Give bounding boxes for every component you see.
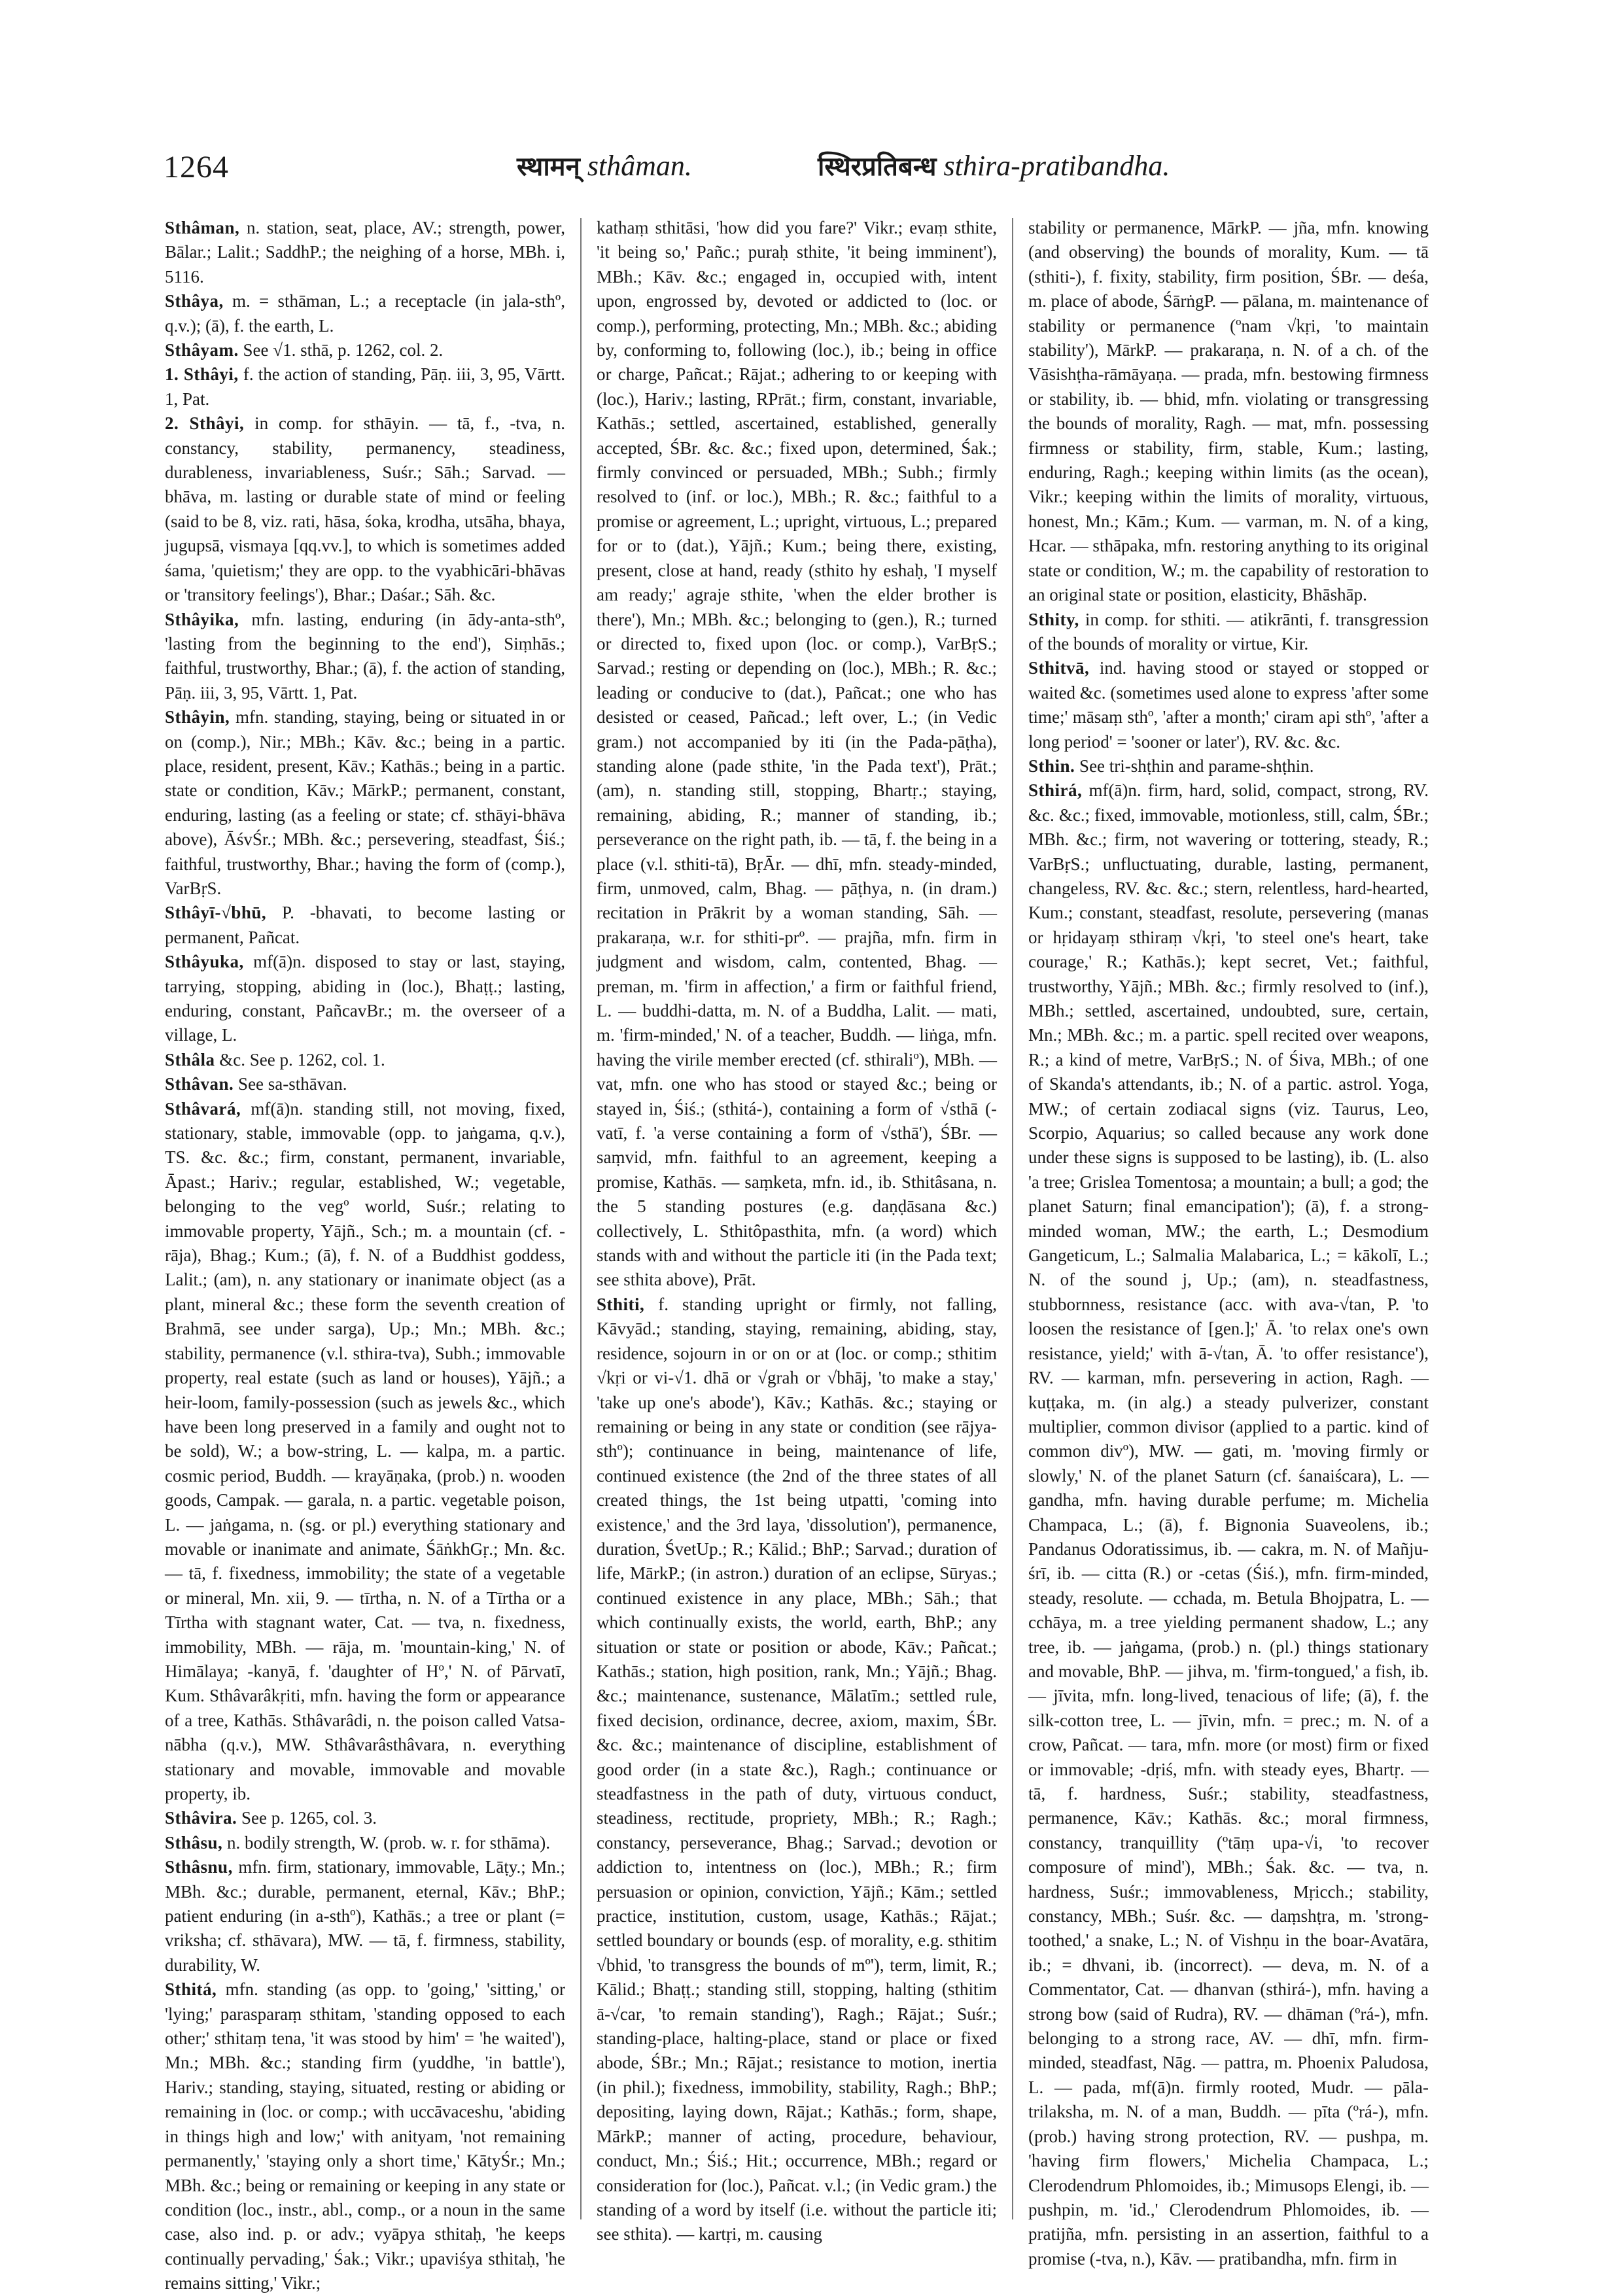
entry-headword: Sthâyam. <box>165 340 239 360</box>
entry-definition: &c. See p. 1262, col. 1. <box>219 1049 385 1070</box>
entry-headword: Sthâya, <box>165 291 224 311</box>
entry-definition: in comp. for sthiti. — atikrānti, f. transgression of the bounds of morality or virtue, Kir. <box>1028 609 1429 653</box>
column-divider <box>1012 218 1013 2219</box>
right-running-head-latin: sthira-pratibandha. <box>943 150 1170 182</box>
dictionary-entry <box>165 216 565 289</box>
dictionary-entry <box>165 338 565 362</box>
entry-headword: Sthâsu, <box>165 1832 223 1852</box>
entry-headword: 2. Sthâyi, <box>165 413 245 434</box>
text-column <box>165 216 566 2293</box>
dictionary-entry <box>165 1855 565 1977</box>
dictionary-entry <box>1028 216 1429 608</box>
dictionary-entry <box>165 1977 565 2295</box>
right-running-head <box>818 152 1170 181</box>
entry-definition: stability or permanence, MārkP. — jña, mfn. knowing (and observing) the bounds of morality, Kum. — tā (sthiti-), f. fixity, stability, firm position, ŚBr. — deśa, m. place of abode, ŚārṅgP. — pālana, m. maintenance of stability or permanence (ºnam √kṛi, 'to maintain stability'), MārkP. — prakaraṇa, n. N. of a ch. of the Vāsishṭha-rāmāyaṇa. — prada, mfn. bestowing firmness or stability, ib. — bhid, mfn. violating or transgressing the bounds of morality, Ragh. — mat, mfn. possessing firmness or stability, firm, stable, Kum.; lasting, enduring, Ragh.; keeping within limits (as the ocean), Vikr.; keeping within the limits of morality, virtuous, honest, Mn.; Kām.; Kum. — varman, m. N. of a king, Hcar. — sthāpaka, mfn. restoring anything to its original state or condition, W.; m. the capability of restoration to an original state or position, elasticity, Bhāshāp. <box>1028 218 1429 605</box>
dictionary-entry <box>1028 754 1429 778</box>
dictionary-entry <box>597 1293 997 2247</box>
entry-definition: kathaṃ sthitāsi, 'how did you fare?' Vikr.; evaṃ sthite, 'it being so,' Pañc.; puraḥ sthite, 'it being imminent'), MBh.; Kāv. &c.; engaged in, occupied with, intent upon, engrossed by, devoted or addicted to (loc. or comp.), performing, protecting, Mn.; MBh. &c.; abiding by, conforming to, following (loc.), ib.; being in office or charge, Pañcat.; Rājat.; adhering to or keeping with (loc.), Hariv.; lasting, RPrāt.; firm, constant, invariable, Kathās.; settled, ascertained, established, generally accepted, ŚBr. &c. &c.; fixed upon, determined, Śak.; firmly convinced or persuaded, MBh.; Subh.; firmly resolved to (inf. or loc.), MBh.; R. &c.; faithful to a promise or agreement, L.; upright, virtuous, L.; prepared for or to (dat.), Yājñ.; Kum.; being there, existing, present, close at hand, ready (sthito hy eshaḥ, 'I myself am ready;' agraje sthite, 'when the elder brother is there'), Mn.; MBh. &c.; belonging to (gen.), R.; turned or directed to, fixed upon (loc. or comp.), VarBṛS.; Sarvad.; resting or depending on (loc.), MBh.; R. &c.; leading or conducive to (dat.), Pañcat.; one who has desisted or ceased, Pañcad.; left over, L.; (in Vedic gram.) not accompanied by iti (in the Pada-pāṭha), standing alone (pade sthite, 'in the Pada text'), Prāt.; (am), n. standing still, stopping, Bhartṛ.; staying, remaining, abiding, R.; manner of standing, ib.; perseverance on the right path, ib. — tā, f. the being in a place (v.l. sthiti-tā), BṛĀr. — dhī, mfn. steady-minded, firm, unmoved, calm, Bhag. — pāṭhya, n. (in dram.) recitation in Prākrit by a woman standing, Sāh. — prakaraṇa, w.r. for sthiti-prº. — prajña, mfn. firm in judgment and wisdom, calm, contented, Bhag. — preman, m. 'firm in affection,' a firm or faithful friend, L. — buddhi-datta, m. N. of a Buddha, Lalit. — mati, m. 'firm-minded,' N. of a teacher, Buddh. — liṅga, mfn. having the virile member erected (cf. sthiraliº), MBh. — vat, mfn. one who has stood or stayed &c.; being or stayed in, Śiś.; (sthitá-), containing a form of √sthā (-vatī, f. 'a verse containing a form of √sthā'), ŚBr. — saṃvid, mfn. faithful to an agreement, keeping a promise, Kathās. — saṃketa, mfn. id., ib. Sthitâsana, n. the 5 standing postures (e.g. daṇḍāsana &c.) collectively, L. Sthitôpasthita, mfn. (a word) which stands with and without the particle iti (in the Pada text; see sthita above), Prāt. <box>597 218 997 1290</box>
entry-definition: n. station, seat, place, AV.; strength, power, Bālar.; Lalit.; SaddhP.; the neighing of a horse, MBh. i, 5116. <box>165 218 566 287</box>
entry-headword: Sthâla <box>165 1049 215 1070</box>
entry-definition: in comp. for sthāyin. — tā, f., -tva, n. constancy, stability, permanency, steadiness, durableness, invariableness, Suśr.; Sāh.; Sarvad. — bhāva, m. lasting or durable state of mind or feeling (said to be 8, viz. rati, hāsa, śoka, krodha, utsāha, bhaya, jugupsā, vismaya [qq.vv.], to which is sometimes added śama, 'quietism;' they are opp. to the vyabhicāri-bhāvas or 'transitory feelings'), Bhar.; Daśar.; Sāh. &c. <box>165 413 565 605</box>
entry-definition: See tri-shṭhin and parame-shṭhin. <box>1079 756 1314 776</box>
entry-headword: Sthâvará, <box>165 1098 241 1119</box>
entry-headword: Sthâyuka, <box>165 952 244 972</box>
left-running-head <box>517 152 692 181</box>
dictionary-entry <box>165 950 565 1048</box>
dictionary-entry <box>165 1097 565 1807</box>
entry-headword: Sthiti, <box>597 1294 645 1314</box>
entry-headword: Sthirá, <box>1028 780 1083 801</box>
entry-definition: ind. having stood or stayed or stopped or waited &c. (sometimes used alone to express 'after some time;' māsaṃ sthº, 'after a month;' ciram api sthº, 'after a long period' = 'sooner or later'), RV. &c. &c. <box>1028 658 1429 752</box>
dictionary-entry <box>165 705 565 901</box>
entry-headword: Sthitvā, <box>1028 658 1090 678</box>
dictionary-entry <box>165 1806 565 1830</box>
entry-definition: n. bodily strength, W. (prob. w. r. for sthāma). <box>227 1832 550 1852</box>
entry-headword: 1. Sthâyi, <box>165 364 239 385</box>
entry-definition: mf(ā)n. firm, hard, solid, compact, strong, RV. &c. &c.; fixed, immovable, motionless, still, calm, ŚBr.; MBh. &c.; firm, not wavering or tottering, steady, R.; VarBṛS.; unfluctuating, durable, lasting, permanent, changeless, RV. &c. &c.; stern, relentless, hard-hearted, Kum.; constant, steadfast, resolute, persevering (manas or hṛidayaṃ sthiraṃ √kṛi, 'to steel one's heart, take courage,' R.; Kathās.); kept secret, Vet.; faithful, trustworthy, Yājñ.; MBh. &c.; firmly resolved to (inf.), MBh.; settled, ascertained, undoubted, sure, certain, Mn.; MBh. &c.; m. a partic. spell recited over weapons, R.; a kind of metre, VarBṛS.; N. of Śiva, MBh.; of one of Skanda's attendants, ib.; N. of a partic. astrol. Yoga, MW.; of certain zodiacal signs (viz. Taurus, Leo, Scorpio, Aquarius; so called because any work done under these signs is supposed to be lasting), ib. (L. also 'a tree; Grislea Tomentosa; a mountain; a bull; a god; the planet Saturn; final emancipation'); (ā), f. a strong-minded woman, MW.; the earth, L.; Desmodium Gangeticum, L.; Salmalia Malabarica, L.; = kākolī, L.; N. of the sound j, Up.; (am), n. steadfastness, stubbornness, resistance (acc. with ava-√tan, P. 'to loosen the resistance of [gen.];' Ā. 'to relax one's own resistance, yield;' with ā-√tan, Ā. 'to offer resistance'), RV. — karman, mfn. persevering in action, Ragh. — kuṭṭaka, m. (in alg.) a steady pulverizer, constant multiplier, common divisor (applied to a partic. kind of common divº), MW. — gati, m. 'moving firmly or slowly,' N. of the planet Saturn (cf. śanaiścara), L. — gandha, mfn. having durable perfume; m. Michelia Champaca, L.; (ā), f. Bignonia Suaveolens, ib.; Pandanus Odoratissimus, ib. — cakra, m. N. of Mañju-śrī, ib. — citta (R.) or -cetas (Śiś.), mfn. firm-minded, steady, resolute. — cchada, m. Betula Bhojpatra, L. — cchāya, m. a tree yielding permanent shadow, L.; any tree, ib. — jaṅgama, (prob.) n. (pl.) things stationary and movable, BhP. — jihva, m. 'firm-tongued,' a fish, ib. — jīvita, mfn. long-lived, tenacious of life; (ā), f. the silk-cotton tree, L. — jīvin, mfn. = prec.; m. N. of a crow, Pañcat. — tara, mfn. more (or most) firm or fixed or immovable; -dṛiś, mfn. with steady eyes, Bhartṛ. — tā, f. hardness, Suśr.; stability, steadfastness, permanence, Kāv.; Kathās. &c.; moral firmness, constancy, tranquillity (ºtāṃ upa-√i, 'to recover composure of mind'), MBh.; Śak. &c. — tva, n. hardness, Suśr.; immovableness, Mṛicch.; stability, constancy, MBh.; Suśr. &c. — daṃshṭra, m. 'strong-toothed,' a snake, L.; N. of Vishṇu in the boar-Avatāra, ib.; = dhvani, ib. (incorrect). — deva, m. N. of a Commentator, Cat. — dhanvan (sthirá-), mfn. having a strong bow (said of Rudra), RV. — dhāman (ºrá-), mfn. belonging to a strong race, AV. — dhī, mfn. firm-minded, steadfast, Nāg. — pattra, m. Phoenix Paludosa, L. — pada, mf(ā)n. firmly rooted, Mudr. — pāla-trilaksha, m. N. of a man, Buddh. — pīta (ºrá-), mfn. (prob.) having strong protection, RV. — pushpa, m. 'having firm flowers,' Michelia Champaca, L.; Clerodendrum Phlomoides, ib.; Mimusops Elengi, ib. — pushpin, m. 'id.,' Clerodendrum Phlomoides, ib. — pratijña, mfn. persisting in an assertion, faithful to a promise (-tva, n.), Kāv. — pratibandha, mfn. firm in <box>1028 780 1429 2269</box>
dictionary-entry <box>1028 778 1429 2271</box>
dictionary-entry <box>165 901 565 950</box>
page-header <box>164 143 1462 195</box>
entry-definition: m. = sthāman, L.; a receptacle (in jala-sthº, q.v.); (ā), f. the earth, L. <box>165 291 566 336</box>
entry-headword: Sthity, <box>1028 609 1079 629</box>
dictionary-entry <box>597 216 997 1293</box>
entry-definition: mfn. standing, staying, being or situated in or on (comp.), Nir.; MBh.; Kāv. &c.; being in a partic. place, resident, present, Kāv.; Kathās.; being in a partic. state or condition, Kāv.; MārkP.; permanent, constant, enduring, lasting (as a feeling or state; cf. sthāyi-bhāva above), ĀśvŚr.; MBh. &c.; persevering, steadfast, Śiś.; faithful, trustworthy, Bhar.; having the form of (comp.), VarBṛS. <box>165 707 566 898</box>
dictionary-entry <box>165 362 565 411</box>
dictionary-entry <box>165 1831 565 1855</box>
entry-headword: Sthâyin, <box>165 707 230 727</box>
entry-headword: Sthin. <box>1028 756 1075 776</box>
entry-definition: mfn. firm, stationary, immovable, Lāṭy.; Mn.; MBh. &c.; durable, permanent, eternal, Kāv.; BhP.; patient enduring (in a-sthº), Kathās.; a tree or plant (= vriksha; cf. sthāvara), MW. — tā, f. firmness, stability, durability, W. <box>165 1857 566 1975</box>
dictionary-entry <box>165 1072 565 1096</box>
entry-headword: Sthâman, <box>165 218 240 237</box>
text-column <box>597 216 997 2244</box>
dictionary-entry <box>165 608 565 706</box>
right-running-head-devanagari: स्थिरप्रतिबन्ध <box>818 152 937 182</box>
dictionary-entry <box>1028 608 1429 657</box>
entry-definition: mf(ā)n. disposed to stay or last, staying, tarrying, stopping, abiding in (loc.), Bhaṭṭ.; lasting, enduring, constant, PañcavBr.; m. the overseer of a village, L. <box>165 952 565 1045</box>
entry-headword: Sthâyika, <box>165 609 239 629</box>
text-column <box>1028 216 1429 2269</box>
dictionary-entry <box>1028 656 1429 754</box>
dictionary-entry <box>165 1048 565 1072</box>
entry-definition: See sa-sthāvan. <box>238 1074 347 1094</box>
left-running-head-devanagari: स्थामन् <box>517 152 580 182</box>
entry-headword: Sthâvira. <box>165 1808 237 1828</box>
entry-definition: See √1. sthā, p. 1262, col. 2. <box>243 340 444 360</box>
entry-definition: mfn. lasting, enduring (in ādy-anta-sthº, 'lasting from the beginning to the end'), Siṃhās.; faithful, trustworthy, Bhar.; (ā), f. the action of standing, Pāṇ. iii, 3, 95, Vārtt. 1, Pat. <box>165 609 566 703</box>
entry-headword: Sthâyī-√bhū, <box>165 903 267 923</box>
dictionary-entry <box>165 411 565 607</box>
entry-definition: mfn. standing (as opp. to 'going,' 'sitting,' or 'lying;' parasparaṃ sthitam, 'standing opposed to each other;' sthitaṃ tena, 'it was stood by him' = 'he waited'), Mn.; MBh. &c.; standing firm (yuddhe, 'in battle'), Hariv.; standing, staying, situated, resting or abiding or remaining in (loc. or comp.; with uccāvaceshu, 'abiding in things high and low;' with anityam, 'not remaining permanently,' 'staying only a short time,' KātyŚr.; Mn.; MBh. &c.; being or remaining or keeping in any state or condition (loc., instr., abl., comp., or a noun in the same case, also ind. p. or adv.; vyāpya sthitaḥ, 'he keeps continually pervading,' Śak.; Vikr.; upaviśya sthitaḥ, 'he remains sitting,' Vikr.; <box>165 1979 566 2293</box>
entry-definition: f. the action of standing, Pāṇ. iii, 3, 95, Vārtt. 1, Pat. <box>165 364 565 409</box>
page-number: 1264 <box>164 150 229 184</box>
entry-definition: See p. 1265, col. 3. <box>241 1808 377 1828</box>
column-divider <box>580 218 582 2219</box>
entry-definition: mf(ā)n. standing still, not moving, fixed, stationary, stable, immovable (opp. to jaṅgama, q.v.), TS. &c. &c.; firm, constant, permanent, invariable, Āpast.; Hariv.; regular, established, W.; vegetable, belonging to the vegº world, Suśr.; relating to immovable property, Yājñ., Sch.; m. a mountain (cf. -rāja), Bhag.; Kum.; (ā), f. N. of a Buddhist goddess, Lalit.; (am), n. any stationary or inanimate object (as a plant, mineral &c.; these form the seventh creation of Brahmā, see under sarga), Up.; Mn.; MBh. &c.; stability, permanence (v.l. sthira-tva), Subh.; immovable property, real estate (such as land or houses), Yājñ.; a heir-loom, family-possession (such as jewels &c., which have been long preserved in a family and ought not to be sold), W.; a bow-string, L. — kalpa, m. a partic. cosmic period, Buddh. — krayāṇaka, (prob.) n. wooden goods, Campak. — garala, n. a partic. vegetable poison, L. — jaṅgama, n. (sg. or pl.) everything stationary and movable or inanimate and animate, ŚāṅkhGṛ.; Mn. &c. — tā, f. fixedness, immobility; the state of a vegetable or mineral, Mn. xii, 9. — tīrtha, n. N. of a Tīrtha or a Tīrtha with stagnant water, Cat. — tva, n. fixedness, immobility, MBh. — rāja, m. 'mountain-king,' N. of Himālaya; -kanyā, f. 'daughter of Hº,' N. of Pārvatī, Kum. Sthâvarâkṛiti, mfn. having the form or appearance of a tree, Kathās. Sthâvarâdi, n. the poison called Vatsa-nābha (q.v.), MW. Sthâvarâsthâvara, n. everything stationary and movable, immovable and movable property, ib. <box>165 1098 566 1803</box>
entry-definition: f. standing upright or firmly, not falling, Kāvyād.; standing, staying, remaining, abiding, stay, residence, sojourn in or on or at (loc. or comp.; sthitim √kṛi or vi-√1. dhā or √grah or √bhāj, 'to make a stay,' 'take up one's abode'), Kāv.; Kathās. &c.; staying or remaining or being in any state or condition (see rājya-sthº); continuance in being, maintenance of life, continued existence (the 2nd of the three states of all created things, the 1st being utpatti, 'coming into existence,' and the 3rd laya, 'dissolution'), permanence, duration, ŚvetUp.; R.; Kālid.; BhP.; Sarvad.; duration of life, MārkP.; (in astron.) duration of an eclipse, Sūryas.; continued existence in any place, MBh.; Sāh.; that which continually exists, the world, earth, BhP.; any situation or state or position or abode, Kāv.; Pañcat.; Kathās.; station, high position, rank, Mn.; Yājñ.; Bhag. &c.; maintenance, sustenance, Mālatīm.; settled rule, fixed decision, ordinance, decree, axiom, maxim, ŚBr. &c. &c.; maintenance of discipline, establishment of good order (in a state &c.), Ragh.; continuance or steadfastness in the path of duty, virtuous conduct, steadiness, rectitude, propriety, MBh.; R.; Ragh.; constancy, perseverance, Bhag.; Sarvad.; devotion or addiction to, intentness on (loc.), MBh.; R.; firm persuasion or opinion, conviction, Yājñ.; Kām.; settled practice, institution, custom, usage, Kathās.; Rājat.; settled boundary or bounds (esp. of morality, e.g. sthitim √bhid, 'to transgress the bounds of mº'), term, limit, R.; Kālid.; Bhaṭṭ.; standing still, stopping, halting (sthitim ā-√car, 'to remain standing'), Ragh.; Rājat.; Suśr.; standing-place, halting-place, stand or place or fixed abode, ŚBr.; Mn.; Rājat.; resistance to motion, inertia (in phil.); fixedness, immobility, stability, Ragh.; BhP.; depositing, laying down, Rājat.; Kathās.; form, shape, MārkP.; manner of acting, procedure, behaviour, conduct, Mn.; Śiś.; Hit.; occurrence, MBh.; regard or consideration for (loc.), Pañcat. v.l.; (in Vedic gram.) the standing of a word by itself (i.e. without the particle iti; see sthita). — kartṛi, m. causing <box>597 1294 997 2244</box>
entry-headword: Sthitá, <box>165 1979 217 2000</box>
entry-headword: Sthâsnu, <box>165 1857 233 1877</box>
entry-definition: P. -bhavati, to become lasting or permanent, Pañcat. <box>165 903 565 947</box>
dictionary-entry <box>165 289 565 338</box>
left-running-head-latin: sthâman. <box>587 150 692 182</box>
entry-headword: Sthâvan. <box>165 1074 234 1094</box>
